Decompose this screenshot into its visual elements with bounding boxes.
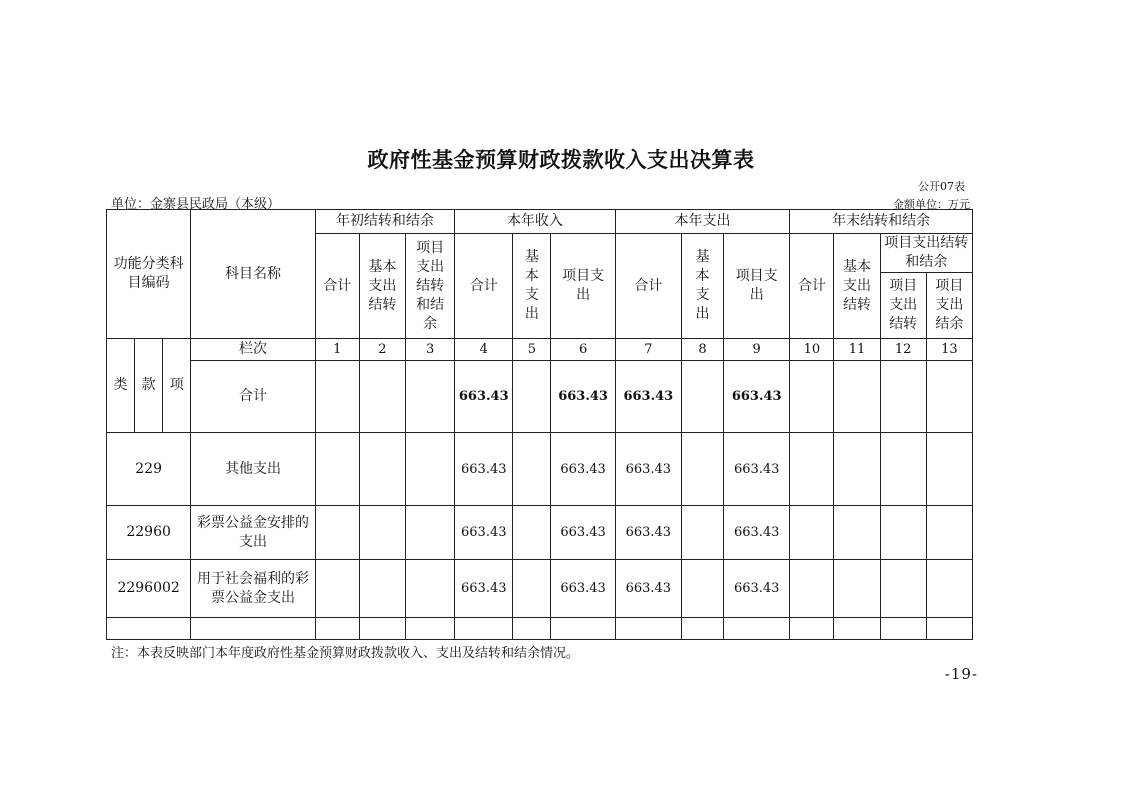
total-row (107, 361, 973, 433)
col-header (926, 273, 972, 339)
col-header-text: 项目支出结转和结余 (416, 239, 445, 332)
col-number: 7 (615, 339, 681, 361)
total-cell (790, 361, 834, 433)
row-cell (834, 506, 880, 560)
header-row-groups (107, 210, 973, 234)
col-header: 合计 (790, 234, 834, 339)
row-cell (513, 433, 551, 506)
empty-cell (551, 618, 615, 640)
total-cell (359, 361, 405, 433)
row-cell (926, 560, 972, 618)
row-cell: 663.43 (455, 506, 513, 560)
row-cell (790, 506, 834, 560)
row-cell (359, 506, 405, 560)
row-name: 用于社会福利的彩票公益金支出 (191, 560, 315, 618)
row-cell (880, 506, 926, 560)
column-number-row (107, 339, 973, 361)
lei-header: 类 (107, 339, 135, 433)
total-label: 合计 (191, 361, 315, 433)
col-header-text: 项目支出结转 (889, 278, 918, 332)
total-cell: 663.43 (455, 361, 513, 433)
empty-cell (455, 618, 513, 640)
row-cell (880, 433, 926, 506)
budget-table (106, 209, 973, 640)
row-cell: 663.43 (551, 560, 615, 618)
col-header: 合计 (615, 234, 681, 339)
row-cell (315, 560, 359, 618)
total-cell (315, 361, 359, 433)
col-number: 13 (926, 339, 972, 361)
row-cell (834, 560, 880, 618)
row-code: 2296002 (107, 560, 191, 618)
row-number-label: 栏次 (191, 339, 315, 361)
row-cell (359, 433, 405, 506)
unit-label: 单位：金寨县民政局（本级） (111, 197, 281, 212)
col-number: 11 (834, 339, 880, 361)
total-cell (681, 361, 723, 433)
money-unit-label: 金额单位：万元 (893, 198, 970, 211)
col-number: 12 (880, 339, 926, 361)
row-cell (406, 433, 455, 506)
empty-cell (724, 618, 790, 640)
col-header-text: 项目支出 (562, 268, 605, 303)
col-number: 8 (681, 339, 723, 361)
row-cell: 663.43 (455, 433, 513, 506)
total-cell (926, 361, 972, 433)
col-number: 1 (315, 339, 359, 361)
row-cell: 663.43 (724, 560, 790, 618)
empty-cell (107, 618, 191, 640)
total-cell (834, 361, 880, 433)
col-header (681, 234, 723, 339)
col-header-text: 基本支出 (695, 249, 710, 322)
total-cell: 663.43 (724, 361, 790, 433)
col-number: 10 (790, 339, 834, 361)
col-header-text: 项目支出 (735, 268, 778, 303)
table-row (107, 560, 973, 618)
col-header-text: 基本支出结转 (843, 258, 872, 313)
col-header: 合计 (455, 234, 513, 339)
row-cell: 663.43 (455, 560, 513, 618)
empty-cell (191, 618, 315, 640)
xiang-header: 项 (163, 339, 191, 433)
row-cell (790, 560, 834, 618)
group-header-opening: 年初结转和结余 (315, 210, 454, 234)
row-cell: 663.43 (551, 506, 615, 560)
kuan-header: 款 (135, 339, 163, 433)
empty-cell (315, 618, 359, 640)
col-number: 9 (724, 339, 790, 361)
empty-cell (359, 618, 405, 640)
row-cell (926, 433, 972, 506)
row-code: 22960 (107, 506, 191, 560)
empty-cell (406, 618, 455, 640)
row-name: 彩票公益金安排的支出 (191, 506, 315, 560)
col-number: 3 (406, 339, 455, 361)
table-row (107, 433, 973, 506)
row-cell (406, 560, 455, 618)
row-name: 其他支出 (191, 433, 315, 506)
group-header-closing: 年末结转和结余 (790, 210, 973, 234)
func-code-header: 功能分类科目编码 (107, 210, 191, 339)
row-code: 229 (107, 433, 191, 506)
empty-cell (681, 618, 723, 640)
page-title: 政府性基金预算财政拨款收入支出决算表 (367, 147, 755, 172)
row-cell (790, 433, 834, 506)
empty-cell (615, 618, 681, 640)
col-number: 5 (513, 339, 551, 361)
row-cell (681, 506, 723, 560)
col-header (724, 234, 790, 339)
col-header (359, 234, 405, 339)
empty-cell (790, 618, 834, 640)
total-cell: 663.43 (551, 361, 615, 433)
empty-row (107, 618, 973, 640)
empty-cell (926, 618, 972, 640)
col-header-text: 基本支出结转 (368, 258, 397, 313)
form-number: 公开07表 (918, 180, 965, 193)
row-cell: 663.43 (615, 433, 681, 506)
col-header-text: 项目支出结余 (935, 278, 964, 332)
row-cell (359, 560, 405, 618)
row-cell (834, 433, 880, 506)
col-header (513, 234, 551, 339)
col-header (551, 234, 615, 339)
sub-group-header: 项目支出结转和结余 (880, 234, 972, 273)
total-cell (880, 361, 926, 433)
total-cell: 663.43 (615, 361, 681, 433)
row-cell (926, 506, 972, 560)
col-header: 合计 (315, 234, 359, 339)
subject-name-header: 科目名称 (191, 210, 315, 339)
row-cell: 663.43 (615, 560, 681, 618)
col-header (406, 234, 455, 339)
table-row (107, 506, 973, 560)
row-cell: 663.43 (615, 506, 681, 560)
col-number: 6 (551, 339, 615, 361)
col-header (834, 234, 880, 339)
group-header-income: 本年收入 (455, 210, 616, 234)
col-header (880, 273, 926, 339)
group-header-expense: 本年支出 (615, 210, 790, 234)
row-cell (406, 506, 455, 560)
footnote: 注：本表反映部门本年度政府性基金预算财政拨款收入、支出及结转和结余情况。 (111, 646, 580, 661)
page-number: -19- (944, 665, 978, 683)
row-cell: 663.43 (724, 433, 790, 506)
row-cell: 663.43 (724, 506, 790, 560)
total-cell (406, 361, 455, 433)
row-cell: 663.43 (551, 433, 615, 506)
row-cell (880, 560, 926, 618)
row-cell (315, 433, 359, 506)
row-cell (681, 433, 723, 506)
row-cell (513, 506, 551, 560)
empty-cell (880, 618, 926, 640)
col-number: 4 (455, 339, 513, 361)
row-cell (681, 560, 723, 618)
empty-cell (834, 618, 880, 640)
row-cell (315, 506, 359, 560)
total-cell (513, 361, 551, 433)
row-cell (513, 560, 551, 618)
col-header-text: 基本支出 (524, 249, 539, 322)
col-number: 2 (359, 339, 405, 361)
empty-cell (513, 618, 551, 640)
